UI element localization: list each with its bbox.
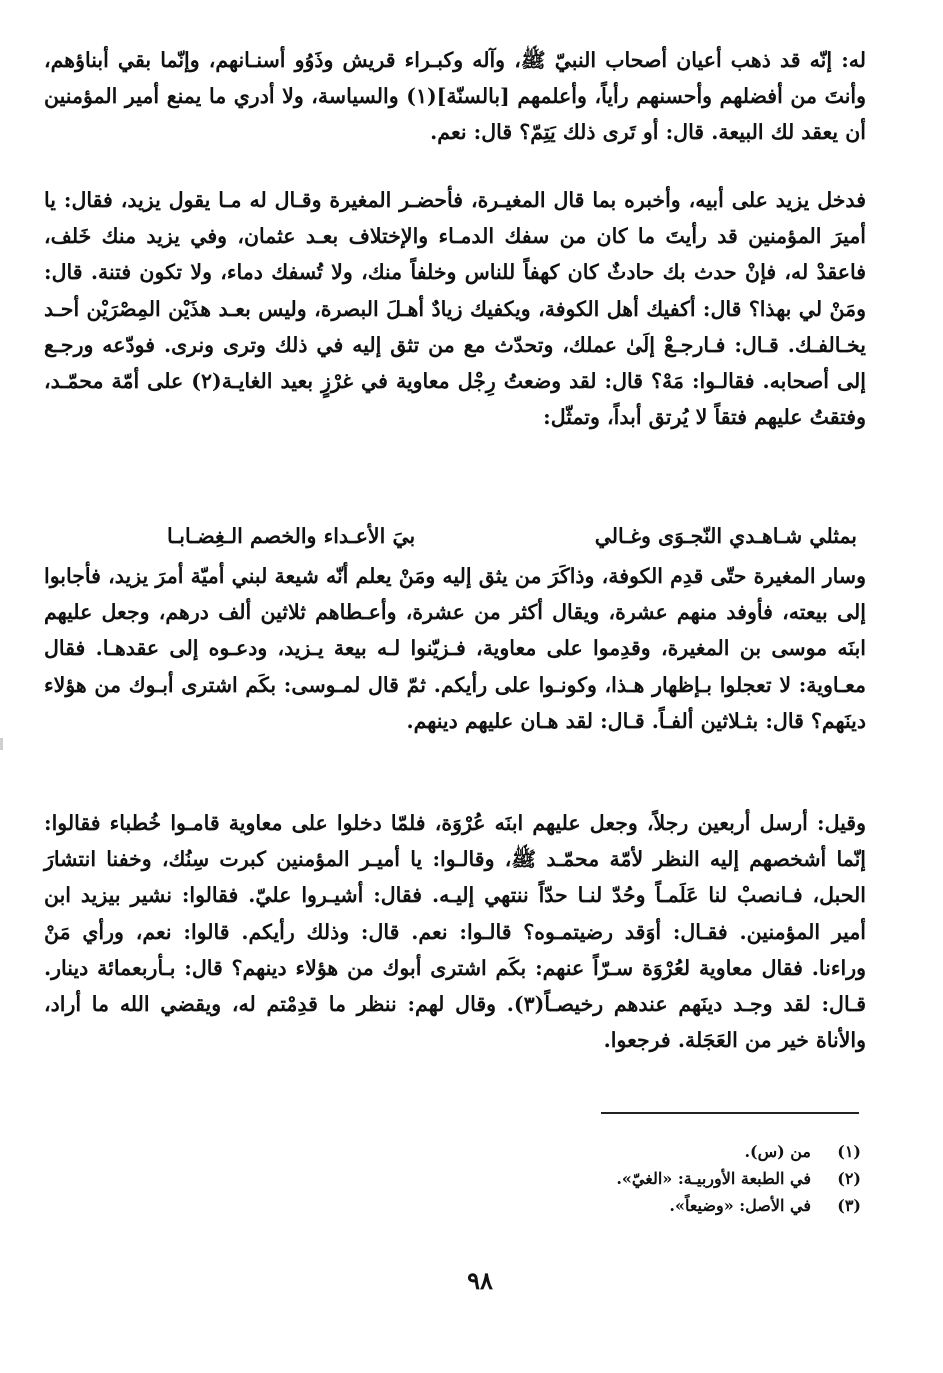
paragraph-4	[44, 805, 866, 1058]
footnote-2	[441, 1165, 861, 1192]
page-number: ٩٨	[467, 1266, 493, 1295]
paragraph-3	[44, 558, 866, 739]
footnote-divider	[601, 1112, 859, 1114]
verse-second-hemistich: بيَ الأعـداء والخصم الـغِضـابـا	[167, 524, 416, 548]
paragraph-1-text: له: إنّه قد ذهب أعيان أصحاب النبيّ ﷺ، وآله وكبـراء قريش وذَوُو أسنـانهم، وإنّما بقي أبناؤهم، وأنتَ من أفضلهم وأحسنهم رأياً، وأعلمهم [بالسنّة](١) والسياسة، ولا أدري ما يمنع أمير المؤمنين أن يعقد لك البيعة. قال: أو تَرى ذلك يَتِمّ؟ قال: نعم.	[44, 48, 867, 145]
footnote-number: (٣)	[837, 1196, 861, 1215]
footnote-text: من (س).	[744, 1142, 811, 1161]
footnote-number: (٢)	[837, 1169, 861, 1188]
paragraph-4-text: وقيل: أرسل أربعين رجلاً، وجعل عليهم ابنَه عُرْوَة، فلمّا دخلوا على معاوية قامـوا خُطباء فقالوا: إنّما أشخصهم إليه النظر لأمّة محمّـد ﷺ، وقالـوا: يا أميـر المؤمنين كبرت سِنُك، وخفنا انتشارَ الحبل، فـانصبْ لنا عَلَمـاً وحُدّ لنـا حدّاً ننتهي إليـه. فقال: أشيـروا عليّ. فقالوا: نشير بيزيد ابن أمير المؤمنين. فقـال: أوَقد رضيتمـوه؟ قالـوا: نعم. قال: وذلك رأيكم. قالوا: نعم، ورأي مَنْ وراءنا. فقال معاوية لعُرْوَة سـرّاً عنهم: بكَم اشترى أبوك من هؤلاء دينهم؟ قال: بـأربعمائة دينار. قـال: لقد وجـد دينَهم عندهم رخيصـاً(٣). وقال لهم: ننظر ما قدِمْتم له، ويقضي الله ما أراد، والأناة خير من العَجَلة. فرجعوا.	[44, 811, 866, 1053]
footnote-text: في الطبعة الأوربيـة: «الغيّ».	[616, 1169, 811, 1188]
paragraph-3-text: وسار المغيرة حتّى قدِم الكوفة، وذاكَرَ من يثق إليه ومَنْ يعلم أنّه شيعة لبني أميّة أمرَ يزيد، فأجابوا إلى بيعته، فأوفد منهم عشرة، ويقال أكثر من عشرة، وأعـطاهم ثلاثين ألف درهم، وجعل عليهم ابنَه موسى بن المغيرة، وقدِموا على معاوية، فـزيّنوا لـه بيعة يـزيد، ودعـوه إلى عقدهـا. فقال معـاوية: لا تعجلوا بـإظهار هـذا، وكونـوا على رأيكم. ثمّ قال لمـوسى: بكَم اشترى أبـوك من هؤلاء دينَهم؟ قال: بثـلاثين ألفـاً. قـال: لقد هـان عليهم دينهم.	[44, 564, 866, 733]
paragraph-2	[44, 182, 866, 435]
footnote-text: في الأصل: «وضيعاً».	[669, 1196, 811, 1215]
verse-first-hemistich: بمثلي شـاهـدي النّجـوَى وغـالي	[594, 524, 857, 548]
footnote-number: (١)	[837, 1142, 861, 1161]
footnote-1	[441, 1138, 861, 1165]
paragraph-2-text: فدخل يزيد على أبيه، وأخبره بما قال المغيـرة، فأحضـر المغيرة وقـال له مـا يقول يزيد، فقال: يا أميرَ المؤمنين قد رأيتَ ما كان من سفك الدمـاء والإختلاف بعـد عثمان، وفي يزيد منك خَلف، فاعقدْ له، فإنْ حدث بك حادثٌ كان كهفاً للناس وخلفاً منك، ولا تُسفك دماء، ولا تكون فتنة. قال: ومَنْ لي بهذا؟ قال: أكفيك أهل الكوفة، ويكفيك زيادٌ أهـلَ البصرة، وليس بعـد هذَيْن المِصْرَيْن أحـد يخـالفـك. قـال: فـارجـعْ إلَىٰ عملك، وتحدّث مع من تثق إليه في ذلك وترى ونرى. فودّعه ورجـع إلى أصحابه. فقالـوا: مَهْ؟ قال: لقد وضعتُ رِجْل معاوية في غرْزٍ بعيد الغايـة(٢) على أمّة محمّـد، وفتقتُ عليهم فتقاً لا يُرتق أبداً، وتمثّل:	[44, 188, 866, 430]
footnote-3	[441, 1192, 861, 1219]
poetry-verse	[167, 518, 857, 558]
scan-edge-mark	[0, 738, 3, 750]
footnotes	[441, 1138, 861, 1219]
paragraph-1	[44, 42, 866, 151]
